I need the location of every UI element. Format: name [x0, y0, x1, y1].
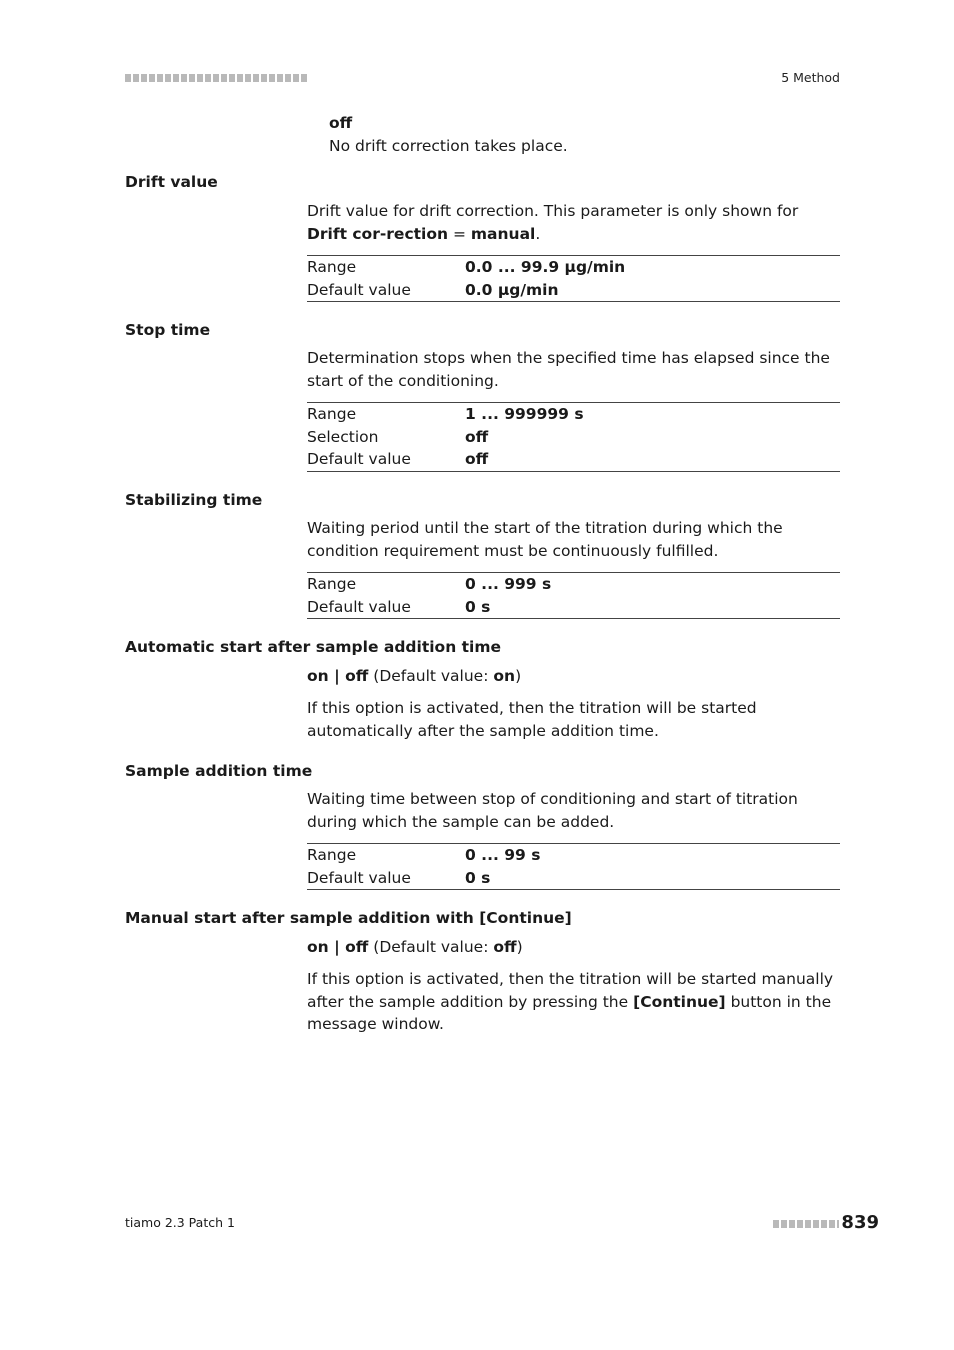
section-heading-manual-start: Manual start after sample addition with [Continue]: [125, 909, 572, 927]
section-heading-drift-value: Drift value: [125, 173, 218, 191]
drift-value-param-table: [307, 255, 840, 302]
header-decoration: [125, 74, 307, 82]
param-row: [307, 256, 840, 279]
param-key: Range: [307, 405, 357, 423]
stop-time-description: Determination stops when the specified time has elapsed since the start of the conditioning.: [307, 349, 830, 390]
sample-addition-time-param-table: [307, 843, 840, 890]
stop-time-param-table: [307, 402, 840, 472]
page-footer: [125, 1212, 879, 1236]
footer-decoration: [773, 1220, 839, 1228]
param-key: Range: [307, 846, 357, 864]
param-key: Default value: [307, 280, 411, 299]
param-row: [307, 279, 840, 302]
param-key: Range: [307, 575, 357, 593]
param-key: Range: [307, 258, 357, 276]
automatic-start-description: If this option is activated, then the titration will be started automatically after the sample addition time.: [307, 699, 757, 740]
section-heading-automatic-start: Automatic start after sample addition time: [125, 638, 502, 656]
param-value: off: [465, 427, 489, 446]
option-off-description: No drift correction takes place.: [329, 137, 568, 155]
section-heading-stop-time: Stop time: [125, 321, 211, 339]
param-row: [307, 448, 840, 471]
page-header: [125, 70, 840, 90]
param-value: off: [465, 450, 489, 468]
param-value: 0 ... 99 s: [465, 846, 541, 864]
param-value: 0.0 µg/min: [465, 280, 559, 299]
sample-addition-time-description: Waiting time between stop of conditioning and start of titration during which the sample can be added.: [307, 790, 798, 831]
page-number: 839: [841, 1212, 879, 1233]
param-key: Default value: [307, 450, 411, 468]
section-heading-stabilizing-time: Stabilizing time: [125, 491, 263, 509]
param-row: [307, 573, 840, 596]
param-row: [307, 426, 840, 449]
param-value: 0 s: [465, 868, 491, 887]
product-version: tiamo 2.3 Patch 1: [125, 1215, 235, 1230]
drift-value-description: Drift value for drift correction. This parameter is only shown for Drift cor-rection = manual.: [307, 202, 799, 243]
manual-start-options: on | off (Default value: off): [307, 938, 523, 956]
param-value: 1 ... 999999 s: [465, 405, 584, 423]
param-key: Default value: [307, 868, 411, 887]
option-off-label: off: [329, 114, 353, 132]
param-row: [307, 844, 840, 867]
param-row: [307, 867, 840, 890]
chapter-title: 5 Method: [781, 70, 840, 85]
param-row: [307, 596, 840, 619]
stabilizing-time-description: Waiting period until the start of the titration during which the condition requirement must be continuously fulfilled.: [307, 519, 783, 560]
param-value: 0 s: [465, 597, 491, 616]
param-value: 0.0 ... 99.9 µg/min: [465, 258, 626, 276]
stabilizing-time-param-table: [307, 572, 840, 619]
param-key: Selection: [307, 427, 379, 446]
param-key: Default value: [307, 597, 411, 616]
automatic-start-options: on | off (Default value: on): [307, 667, 522, 685]
section-heading-sample-addition-time: Sample addition time: [125, 762, 313, 780]
manual-start-description: If this option is activated, then the titration will be started manually after the sample addition by pressing the [Continue] button in the message window.: [307, 970, 834, 1033]
param-row: [307, 403, 840, 426]
param-value: 0 ... 999 s: [465, 575, 552, 593]
